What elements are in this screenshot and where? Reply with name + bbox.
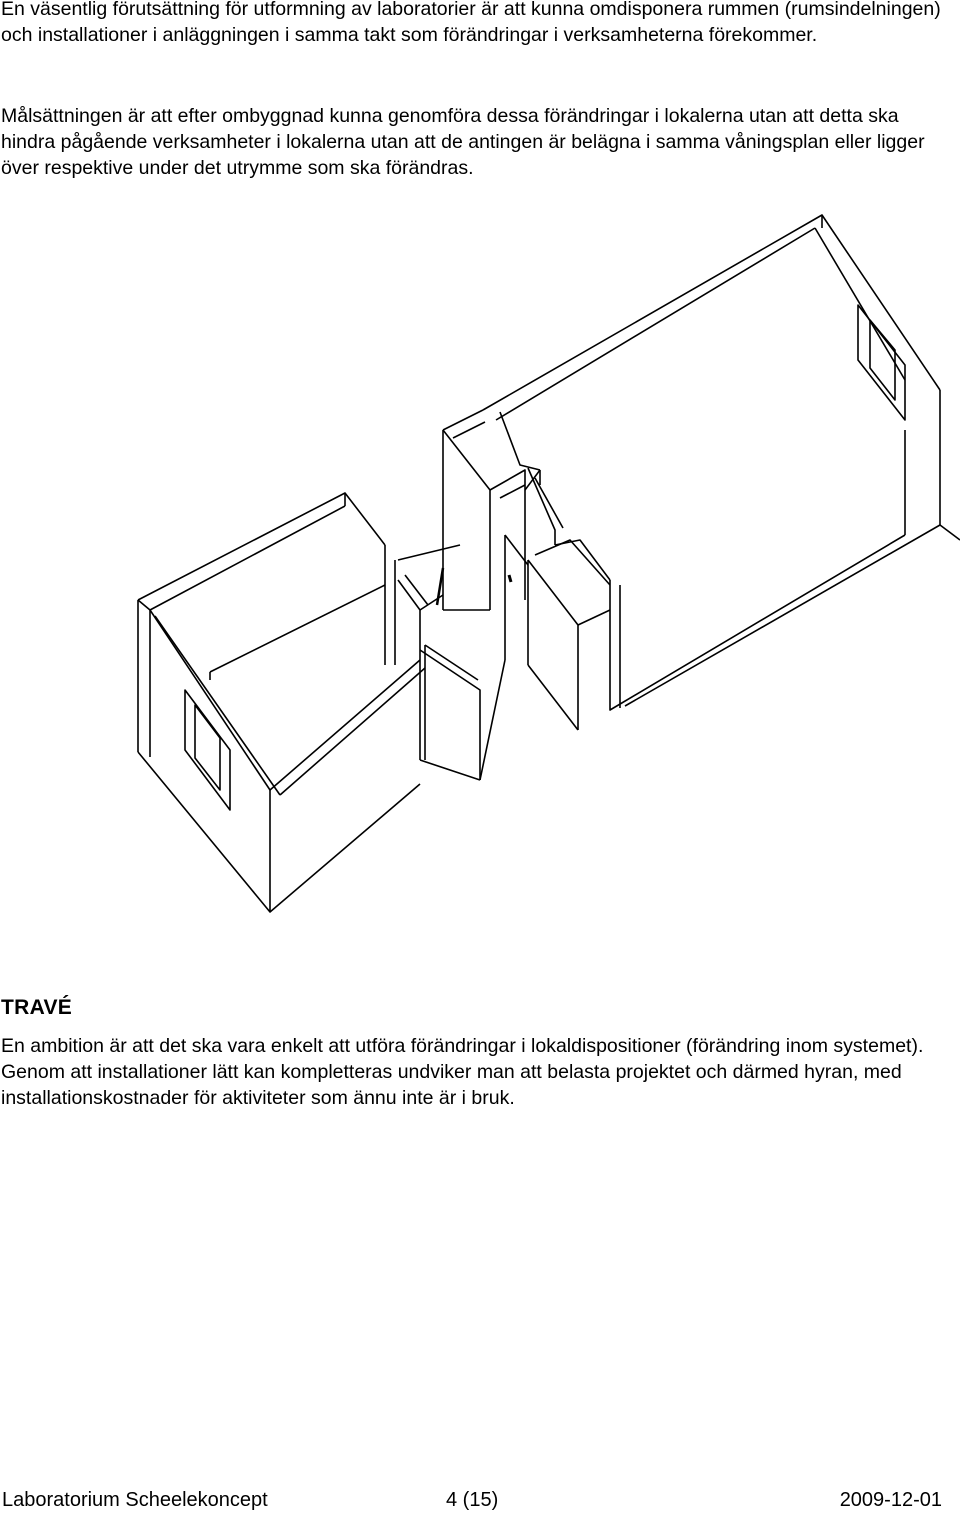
footer-title: Laboratorium Scheelekoncept	[2, 1489, 268, 1511]
footer-page-number: 4 (15)	[446, 1489, 499, 1511]
intro-paragraph: En väsentlig förutsättning för utformning av laboratorier är att kunna omdisponera rummen (rumsindelningen) och installationer i anläggningen i samma takt som förändringar i verksamheterna förekommer.	[1, 0, 941, 46]
footer-date: 2009-12-01	[839, 1489, 942, 1511]
middle-partition	[443, 410, 563, 660]
window-left	[185, 690, 230, 810]
trave-paragraph: En ambition är att det ska vara enkelt att utföra förändringar i lokaldispositioner (förändring inom systemet). Genom att installationer lätt kan kompletteras undviker man att belasta projektet och därmed hyran, med installationskostnader för aktiviteter som ännu inte är i bruk.	[1, 1035, 924, 1109]
left-room	[138, 493, 425, 912]
isometric-floor-plan-figure	[0, 200, 960, 920]
section-heading: TRAVÉ	[1, 996, 73, 1019]
corridor-partition-left	[398, 568, 480, 780]
right-room	[483, 215, 960, 730]
floor-plan-drawing	[0, 200, 960, 920]
window-right	[858, 305, 905, 420]
goal-paragraph: Målsättningen är att efter ombyggnad kunna genomföra dessa förändringar i lokalerna utan att detta ska hindra pågående verksamheter i lokalerna utan att de antingen är belägna i samma våningsplan eller ligger över respektive under det utrymme som ska förändras.	[1, 105, 925, 179]
